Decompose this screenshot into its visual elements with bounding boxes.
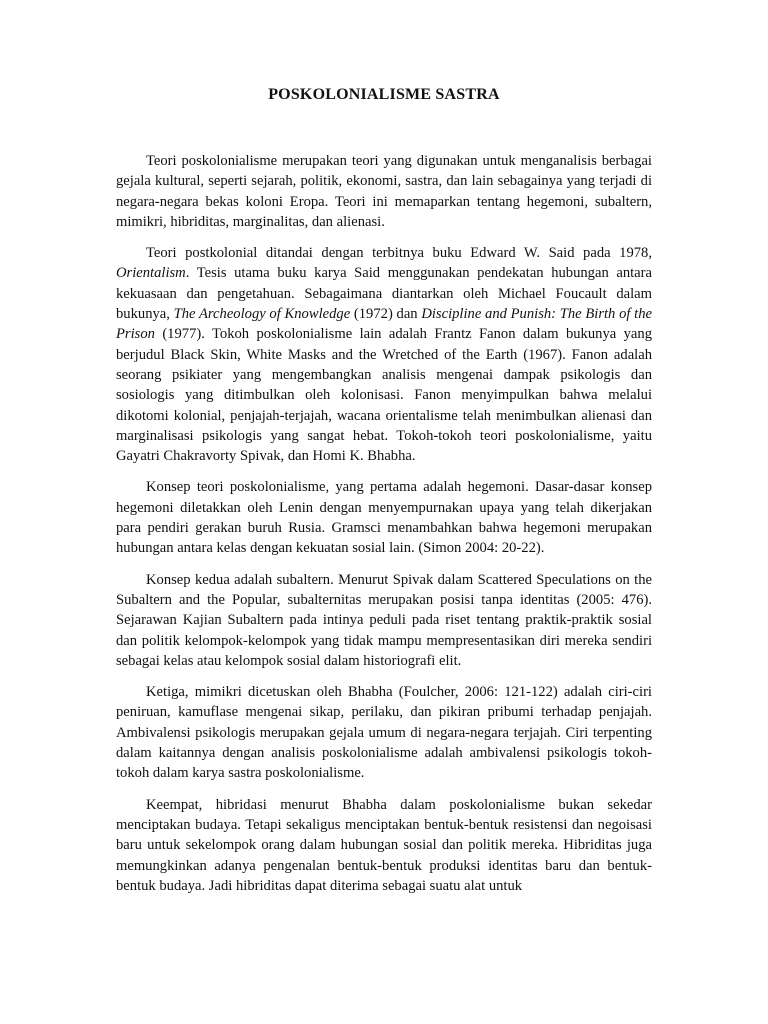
paragraph-text: Keempat, hibridasi menurut Bhabha dalam poskolonialisme bukan sekedar menciptakan budaya. Tetapi sekaligus menciptakan bentuk-bentuk resistensi dan negoisasi baru untuk sekelompok orang dalam hubungan sosial dan politik mereka. Hibriditas juga memungkinkan adanya pengenalan bentuk-bentuk produksi identitas baru dan bentuk-bentuk budaya. Jadi hibriditas dapat diterima sebagai suatu alat untuk [116, 796, 652, 894]
paragraph-postcolonial-origins [116, 243, 652, 466]
document-body [116, 151, 652, 907]
paragraph-text: Teori poskolonialisme merupakan teori yang digunakan untuk menganalisis berbagai gejala kultural, seperti sejarah, politik, ekonomi, sastra, dan lain sebagainya yang terjadi di negara-negara bekas koloni Eropa. Teori ini memaparkan tentang hegemoni, subaltern, mimikri, hibriditas, marginalitas, dan alienasi. [116, 153, 652, 230]
italic-title-text: The Archeology of Knowledge [173, 306, 351, 323]
paragraph-text: (1972) dan [350, 306, 422, 323]
paragraph-text: Konsep teori poskolonialisme, yang pertama adalah hegemoni. Dasar-dasar konsep hegemoni diletakkan oleh Lenin dengan menyempurnakan upaya yang telah dikerjakan para pendiri gerakan buruh Rusia. Gramsci menambahkan bahwa hegemoni merupakan hubungan antara kelas dengan kekuatan sosial lain. (Simon 2004: 20-22). [116, 479, 652, 557]
paragraph-hegemony [116, 477, 652, 558]
document-title: POSKOLONIALISME SASTRA [268, 86, 500, 103]
paragraph-text: (1977). Tokoh poskolonialisme lain adalah Frantz Fanon dalam bukunya yang berjudul Black Skin, White Masks and the Wretched of the Earth (1967). Fanon adalah seorang psikiater yang mengembangkan analisis mengenai dampak psikologis dan sosiologis yang ditimbulkan oleh kolonisasi. Fanon menyimpulkan bahwa melalui dikotomi kolonial, penjajah-terjajah, wacana orientalisme telah menimbulkan alienasi dan marginalisasi psikologis yang sangat hebat. Tokoh-tokoh teori poskolonialisme, yaitu Gayatri Chakravorty Spivak, dan Homi K. Bhabha. [116, 326, 652, 465]
paragraph-text: . Tesis utama buku karya Said menggunakan pendekatan hubungan antara kekuasaan dan pengetahuan. Sebagaimana diantarkan oleh Michael Foucault dalam bukunya, [116, 265, 652, 323]
paragraph-text: Teori postkolonial ditandai dengan terbitnya buku Edward W. Said pada 1978, [146, 245, 652, 262]
italic-title-text: Orientalism [116, 265, 186, 282]
paragraph-text: Konsep kedua adalah subaltern. Menurut Spivak dalam Scattered Speculations on the Subaltern and the Popular, subalternitas merupakan posisi tanpa identitas (2005: 476). Sejarawan Kajian Subaltern pada intinya peduli pada riset tentang praktik-praktik sosial dan politik kelompok-kelompok yang tidak mampu mempresentasikan diri mereka sendiri sebagai kelas atau kelompok sosial dalam historiografi elit. [116, 571, 652, 669]
paragraph-text: Ketiga, mimikri dicetuskan oleh Bhabha (Foulcher, 2006: 121-122) adalah ciri-ciri peniruan, kamuflase mengenai sikap, perilaku, dan pikiran pribumi terhadap penjajah. Ambivalensi psikologis merupakan gejala umum di negara-negara terjajah. Ciri terpenting dalam kaitannya dengan analisis poskolonialisme adalah ambivalensi psikologis tokoh-tokoh dalam karya sastra poskolonialisme. [116, 684, 652, 782]
paragraph-subaltern [116, 570, 652, 671]
paragraph-intro [116, 151, 652, 232]
italic-title-text: Discipline and Punish: The Birth of the Prison [116, 306, 652, 343]
paragraph-mimicry [116, 682, 652, 783]
paragraph-hybridity [116, 795, 652, 896]
